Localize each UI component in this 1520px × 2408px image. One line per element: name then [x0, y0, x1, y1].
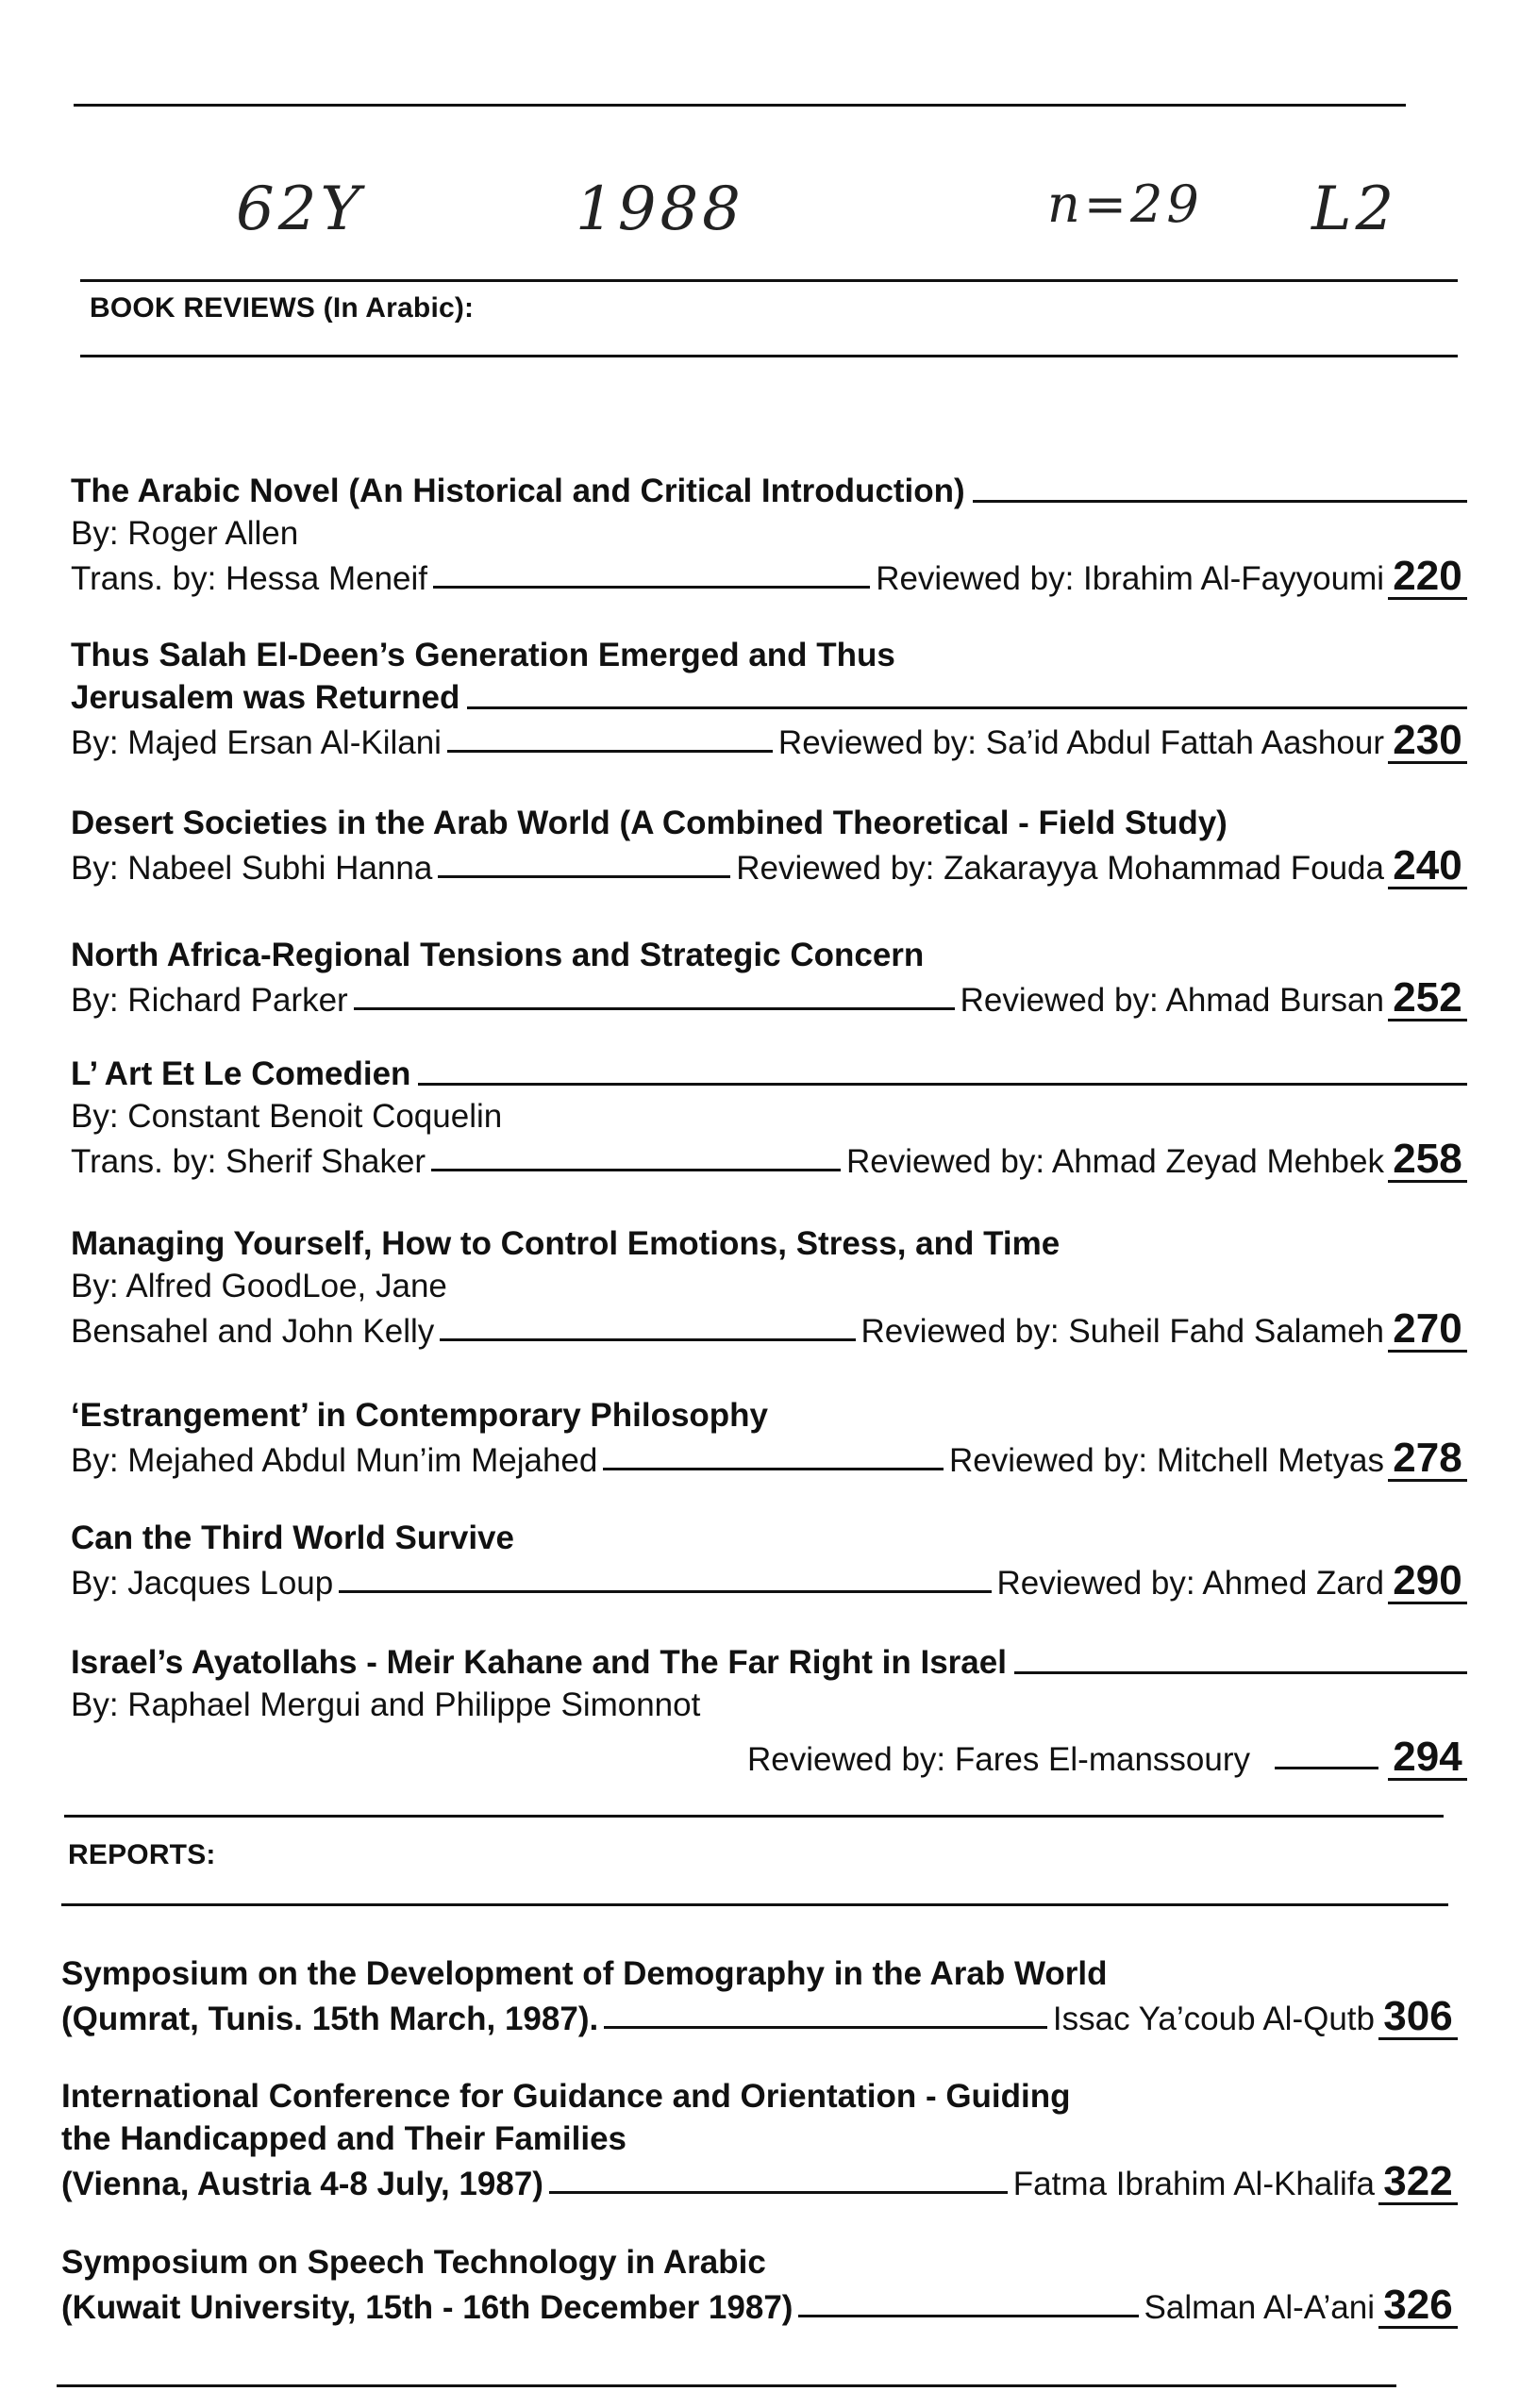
review-entry — [71, 1222, 1467, 1353]
leader-line — [467, 706, 1467, 709]
review-entry — [71, 1517, 1467, 1604]
entry-page-number: 270 — [1388, 1307, 1467, 1353]
report-author: Issac Ya’coub Al-Qutb — [1052, 2001, 1375, 2037]
reports-bottom-rule — [61, 1903, 1448, 1906]
entry-title: North Africa-Regional Tensions and Strategic Concern — [71, 937, 925, 973]
entry-author: By: Majed Ersan Al-Kilani — [71, 724, 442, 761]
leader-line — [973, 500, 1467, 503]
book-reviews-bottom-rule — [80, 355, 1458, 357]
entry-author: By: Roger Allen — [71, 515, 299, 552]
entry-reviewer: Reviewed by: Ahmed Zard — [996, 1565, 1384, 1602]
entry-title: The Arabic Novel (An Historical and Critical Introduction) — [71, 473, 965, 509]
reports-top-rule — [64, 1815, 1444, 1818]
entry-translator: Trans. by: Sherif Shaker — [71, 1143, 426, 1180]
report-title-dates: (Vienna, Austria 4-8 July, 1987) — [61, 2166, 543, 2202]
leader-line — [549, 2191, 1008, 2194]
review-entry — [71, 934, 1467, 1021]
report-title: Symposium on the Development of Demography in the Arab World — [61, 1955, 1108, 1992]
entry-page-number: 252 — [1388, 976, 1467, 1021]
handwritten-note-left: 62Y — [236, 174, 364, 244]
report-entry — [61, 1952, 1458, 2040]
handwritten-note-middle: 1988 — [576, 174, 744, 244]
entry-page-number: 230 — [1388, 719, 1467, 764]
leader-line — [1275, 1767, 1378, 1769]
entry-title: Israel’s Ayatollahs - Meir Kahane and The Far Right in Israel — [71, 1644, 1007, 1681]
report-entry — [61, 2075, 1458, 2205]
entry-page-number: 290 — [1388, 1559, 1467, 1604]
entry-translator: Trans. by: Hessa Meneif — [71, 560, 428, 597]
book-reviews-heading: BOOK REVIEWS (In Arabic): — [90, 292, 475, 324]
entry-author-continued: Bensahel and John Kelly — [71, 1313, 435, 1350]
entry-page-number: 258 — [1388, 1138, 1467, 1183]
leader-line — [418, 1083, 1467, 1086]
entry-author: By: Richard Parker — [71, 982, 348, 1019]
report-title-continued: (Kuwait University, 15th - 16th December 1987) — [61, 2289, 793, 2326]
leader-line — [431, 1169, 841, 1171]
entry-author: By: Mejahed Abdul Mun’im Mejahed — [71, 1442, 598, 1479]
review-entry — [71, 470, 1467, 600]
review-entry — [71, 802, 1467, 889]
review-entry — [71, 634, 1467, 764]
leader-line — [354, 1007, 955, 1010]
report-title: Symposium on Speech Technology in Arabic — [61, 2244, 766, 2281]
handwritten-note-far-right: L2 — [1311, 174, 1398, 244]
bottom-rule — [57, 2384, 1396, 2387]
report-entry — [61, 2241, 1458, 2329]
entry-title: L’ Art Et Le Comedien — [71, 1055, 411, 1092]
book-reviews-top-rule — [80, 279, 1458, 282]
entry-page-number: 240 — [1388, 844, 1467, 889]
entry-reviewer: Reviewed by: Suheil Fahd Salameh — [860, 1313, 1384, 1350]
leader-line — [447, 750, 773, 753]
leader-line — [438, 875, 730, 878]
entry-reviewer: Reviewed by: Ahmad Zeyad Mehbek — [845, 1143, 1384, 1180]
entry-page-number: 220 — [1388, 555, 1467, 600]
leader-line — [798, 2315, 1138, 2317]
entry-title: Desert Societies in the Arab World (A Combined Theoretical - Field Study) — [71, 805, 1228, 841]
leader-line — [433, 586, 870, 589]
review-entry — [71, 1641, 1467, 1781]
entry-reviewer: Reviewed by: Fares El-manssoury — [747, 1741, 1250, 1778]
entry-reviewer: Reviewed by: Ahmad Bursan — [960, 982, 1384, 1019]
leader-line — [1014, 1671, 1467, 1674]
entry-title: Can the Third World Survive — [71, 1520, 514, 1556]
report-title-continued: the Handicapped and Their Families — [61, 2120, 627, 2157]
report-page-number: 326 — [1378, 2283, 1458, 2329]
leader-line — [440, 1338, 855, 1341]
report-author: Fatma Ibrahim Al-Khalifa — [1012, 2166, 1375, 2202]
review-entry — [71, 1394, 1467, 1482]
entry-author: By: Raphael Mergui and Philippe Simonnot — [71, 1686, 701, 1723]
entry-author: By: Jacques Loup — [71, 1565, 334, 1602]
report-page-number: 322 — [1378, 2160, 1458, 2205]
reports-heading: REPORTS: — [68, 1839, 216, 1870]
entry-page-number: 278 — [1388, 1436, 1467, 1482]
leader-line — [604, 2026, 1047, 2029]
entry-reviewer: Reviewed by: Sa’id Abdul Fattah Aashour — [777, 724, 1384, 761]
entry-author: By: Nabeel Subhi Hanna — [71, 850, 433, 887]
handwritten-note-right: n=29 — [1047, 174, 1203, 234]
report-author: Salman Al-A’ani — [1144, 2289, 1375, 2326]
entry-title: ‘Estrangement’ in Contemporary Philosophy — [71, 1397, 769, 1434]
review-entry — [71, 1053, 1467, 1183]
report-title-continued: (Qumrat, Tunis. 15th March, 1987). — [61, 2001, 599, 2037]
entry-reviewer: Reviewed by: Ibrahim Al-Fayyoumi — [876, 560, 1384, 597]
entry-reviewer: Reviewed by: Zakarayya Mohammad Fouda — [736, 850, 1384, 887]
report-title: International Conference for Guidance and Orientation - Guiding — [61, 2078, 1071, 2115]
top-rule — [74, 104, 1406, 107]
leader-line — [339, 1590, 991, 1593]
entry-title: Thus Salah El-Deen’s Generation Emerged and Thus — [71, 637, 895, 673]
entry-title-continued: Jerusalem was Returned — [71, 679, 460, 716]
report-page-number: 306 — [1378, 1995, 1458, 2040]
entry-page-number: 294 — [1388, 1735, 1467, 1781]
entry-title: Managing Yourself, How to Control Emotions, Stress, and Time — [71, 1225, 1061, 1262]
entry-author: By: Constant Benoit Coquelin — [71, 1098, 503, 1135]
entry-author: By: Alfred GoodLoe, Jane — [71, 1268, 447, 1304]
entry-reviewer: Reviewed by: Mitchell Metyas — [949, 1442, 1384, 1479]
leader-line — [603, 1468, 944, 1470]
